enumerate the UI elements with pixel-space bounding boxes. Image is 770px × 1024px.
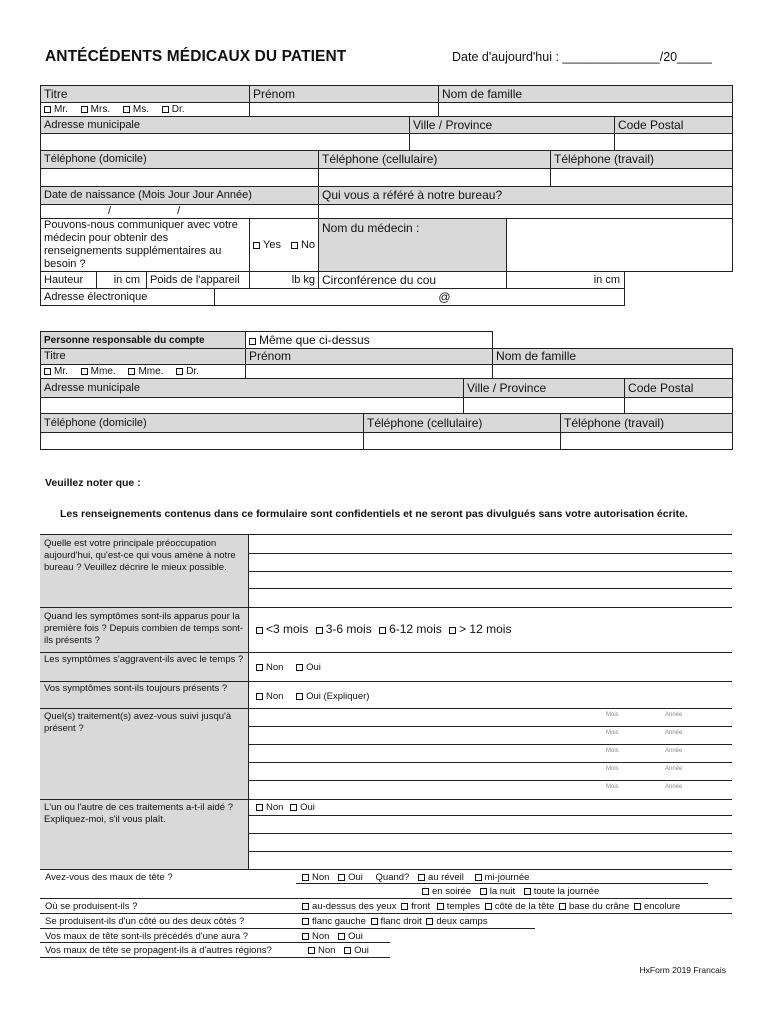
treatment-helped-options[interactable]: Non Oui bbox=[256, 801, 315, 814]
resp-last-name-field[interactable] bbox=[493, 365, 733, 379]
weight-label: Poids de l'appareil bbox=[147, 272, 250, 289]
email-label: Adresse électronique bbox=[41, 289, 215, 306]
checkbox[interactable] bbox=[44, 106, 51, 113]
resp-postal-field[interactable] bbox=[625, 398, 733, 414]
page-title: ANTÉCÉDENTS MÉDICAUX DU PATIENT bbox=[45, 48, 347, 65]
resp-home-phone-field[interactable] bbox=[41, 433, 364, 450]
last-name-field[interactable] bbox=[439, 103, 733, 117]
checkbox[interactable] bbox=[449, 627, 456, 634]
work-phone-field[interactable] bbox=[551, 169, 733, 187]
checkbox[interactable] bbox=[302, 933, 309, 940]
dob-label: Date de naissance (Mois Jour Jour Année) bbox=[41, 187, 319, 205]
question-worsening: Les symptômes s'aggravent-ils avec le temps ? bbox=[44, 654, 244, 665]
checkbox[interactable] bbox=[123, 106, 130, 113]
address-label: Adresse municipale bbox=[41, 117, 410, 134]
work-phone-label: Téléphone (travail) bbox=[551, 151, 733, 169]
resp-city-field[interactable] bbox=[464, 398, 625, 414]
home-phone-field[interactable] bbox=[41, 169, 319, 187]
resp-first-name-label: Prénom bbox=[246, 349, 493, 365]
height-label: Hauteur bbox=[41, 272, 97, 289]
checkbox[interactable] bbox=[437, 903, 444, 910]
title-label: Titre bbox=[41, 86, 250, 103]
cell-phone-field[interactable] bbox=[319, 169, 551, 187]
same-as-above[interactable]: Même que ci-dessus bbox=[246, 332, 493, 349]
checkbox[interactable] bbox=[338, 933, 345, 940]
checkbox[interactable] bbox=[418, 874, 425, 881]
doctor-label: Nom du médecin : bbox=[319, 219, 507, 272]
neck-field[interactable]: in cm bbox=[507, 272, 625, 289]
headache-location-options[interactable]: au-dessus des yeux front temples côté de la tête base du crâne encolure bbox=[302, 900, 680, 913]
resp-title-options[interactable]: Mr. Mme. Mme. Dr. bbox=[41, 365, 246, 379]
city-field[interactable] bbox=[410, 134, 615, 151]
checkbox[interactable] bbox=[256, 693, 263, 700]
resp-address-field[interactable] bbox=[41, 398, 464, 414]
email-field[interactable]: @ bbox=[215, 289, 625, 306]
responsible-header: Personne responsable du compte bbox=[41, 332, 246, 349]
resp-cell-phone-field[interactable] bbox=[364, 433, 561, 450]
resp-title-label: Titre bbox=[41, 349, 246, 365]
checkbox[interactable] bbox=[302, 874, 309, 881]
checkbox[interactable] bbox=[162, 106, 169, 113]
referral-label: Qui vous a référé à notre bureau? bbox=[319, 187, 733, 205]
headache-location-question: Où se produisent-ils ? bbox=[45, 901, 138, 912]
address-field[interactable] bbox=[41, 134, 410, 151]
checkbox[interactable] bbox=[308, 947, 315, 954]
checkbox[interactable] bbox=[485, 903, 492, 910]
neck-label: Circonférence du cou bbox=[319, 272, 507, 289]
headache-question: Avez-vous des maux de tête ? bbox=[45, 872, 173, 883]
weight-field[interactable]: lb kg bbox=[250, 272, 319, 289]
doctor-field[interactable] bbox=[507, 219, 733, 272]
resp-city-label: Ville / Province bbox=[464, 379, 625, 398]
dob-field[interactable]: / / bbox=[41, 205, 319, 219]
checkbox[interactable] bbox=[81, 368, 88, 375]
checkbox[interactable] bbox=[426, 918, 433, 925]
postal-field[interactable] bbox=[615, 134, 733, 151]
checkbox[interactable] bbox=[296, 693, 303, 700]
headache-aura-options[interactable]: Non Oui bbox=[302, 930, 363, 943]
question-treatment-helped: L'un ou l'autre de ces traitements a-t-il aidé ? Expliquez-moi, s'il vous plaît. bbox=[44, 802, 233, 825]
checkbox[interactable] bbox=[249, 338, 256, 345]
footer: HxForm 2019 Francais bbox=[639, 965, 726, 975]
headache-spread-options[interactable]: Non Oui bbox=[308, 944, 369, 957]
checkbox[interactable] bbox=[290, 804, 297, 811]
checkbox[interactable] bbox=[302, 903, 309, 910]
checkbox[interactable] bbox=[256, 804, 263, 811]
checkbox[interactable] bbox=[44, 368, 51, 375]
headache-aura-question: Vos maux de tête sont-ils précédés d'une aura ? bbox=[45, 931, 249, 942]
checkbox[interactable] bbox=[338, 874, 345, 881]
responsible-table bbox=[40, 331, 733, 450]
question-main-concern: Quelle est votre principale préoccupation aujourd'hui, qu'est-ce qui vous amène à notre bureau ? Veuillez décrire le mieux possible. bbox=[44, 538, 236, 573]
checkbox[interactable] bbox=[371, 918, 378, 925]
checkbox[interactable] bbox=[524, 888, 531, 895]
checkbox[interactable] bbox=[291, 242, 298, 249]
referral-field[interactable] bbox=[319, 205, 733, 219]
patient-table bbox=[40, 85, 733, 306]
resp-last-name-label: Nom de famille bbox=[493, 349, 733, 365]
checkbox[interactable] bbox=[296, 664, 303, 671]
resp-first-name-field[interactable] bbox=[246, 365, 493, 379]
treatment-answer-lines[interactable] bbox=[40, 799, 732, 800]
contact-question: Pouvons-nous communiquer avec votre médecin pour obtenir des renseignements supplémentaires au besoin ? bbox=[41, 219, 250, 272]
question-always-present: Vos symptômes sont-ils toujours présents ? bbox=[44, 683, 228, 694]
title-options[interactable]: Mr. Mrs. Ms. Dr. bbox=[41, 103, 250, 117]
headache-time-options[interactable]: en soirée la nuit toute la journée bbox=[422, 885, 599, 898]
first-name-field[interactable] bbox=[250, 103, 439, 117]
height-field[interactable]: in cm bbox=[97, 272, 147, 289]
last-name-label: Nom de famille bbox=[439, 86, 733, 103]
checkbox[interactable] bbox=[344, 947, 351, 954]
confidentiality-note: Les renseignements contenus dans ce formulaire sont confidentiels et ne seront pas divulgués sans votre autorisation écrite. bbox=[60, 508, 688, 520]
headache-side-question: Se produisent-ils d'un côté ou des deux côtés ? bbox=[45, 916, 245, 927]
resp-address-label: Adresse municipale bbox=[41, 379, 464, 398]
cell-phone-label: Téléphone (cellulaire) bbox=[319, 151, 551, 169]
concern-answer-lines[interactable] bbox=[249, 607, 732, 608]
postal-label: Code Postal bbox=[615, 117, 733, 134]
resp-work-phone-field[interactable] bbox=[561, 433, 733, 450]
home-phone-label: Téléphone (domicile) bbox=[41, 151, 319, 169]
question-onset: Quand les symptômes sont-ils apparus pour la première fois ? Depuis combien de temps sont-ils présents ? bbox=[44, 611, 244, 646]
worsening-options[interactable]: Non Oui bbox=[256, 661, 321, 674]
resp-work-phone-label: Téléphone (travail) bbox=[561, 414, 733, 433]
date-label: Date d'aujourd'hui : ______________/20_____ bbox=[452, 50, 712, 64]
checkbox[interactable] bbox=[422, 888, 429, 895]
checkbox[interactable] bbox=[559, 903, 566, 910]
resp-home-phone-label: Téléphone (domicile) bbox=[41, 414, 364, 433]
checkbox[interactable] bbox=[480, 888, 487, 895]
checkbox[interactable] bbox=[316, 627, 323, 634]
first-name-label: Prénom bbox=[250, 86, 439, 103]
onset-options[interactable]: <3 mois 3-6 mois 6-12 mois > 12 mois bbox=[256, 623, 511, 636]
checkbox[interactable] bbox=[302, 918, 309, 925]
headache-options[interactable]: Non Oui Quand? au réveil mi-journée bbox=[302, 871, 529, 884]
city-label: Ville / Province bbox=[410, 117, 615, 134]
checkbox[interactable] bbox=[253, 242, 260, 249]
checkbox[interactable] bbox=[81, 106, 88, 113]
checkbox[interactable] bbox=[475, 874, 482, 881]
headache-side-options[interactable]: flanc gauche flanc droit deux camps bbox=[302, 915, 488, 928]
resp-postal-label: Code Postal bbox=[625, 379, 733, 398]
resp-cell-phone-label: Téléphone (cellulaire) bbox=[364, 414, 561, 433]
checkbox[interactable] bbox=[379, 627, 386, 634]
always-present-options[interactable]: Non Oui (Expliquer) bbox=[256, 690, 369, 703]
checkbox[interactable] bbox=[256, 664, 263, 671]
question-treatments: Quel(s) traitement(s) avez-vous suivi jusqu'à présent ? bbox=[44, 711, 232, 734]
contact-options[interactable]: Yes No bbox=[250, 219, 319, 272]
checkbox[interactable] bbox=[256, 627, 263, 634]
checkbox[interactable] bbox=[634, 903, 641, 910]
helped-answer-lines[interactable] bbox=[40, 869, 732, 870]
checkbox[interactable] bbox=[176, 368, 183, 375]
note-title: Veuillez noter que : bbox=[45, 477, 141, 489]
headache-spread-question: Vos maux de tête se propagent-ils à d'autres régions? bbox=[45, 945, 272, 956]
checkbox[interactable] bbox=[401, 903, 408, 910]
checkbox[interactable] bbox=[128, 368, 135, 375]
